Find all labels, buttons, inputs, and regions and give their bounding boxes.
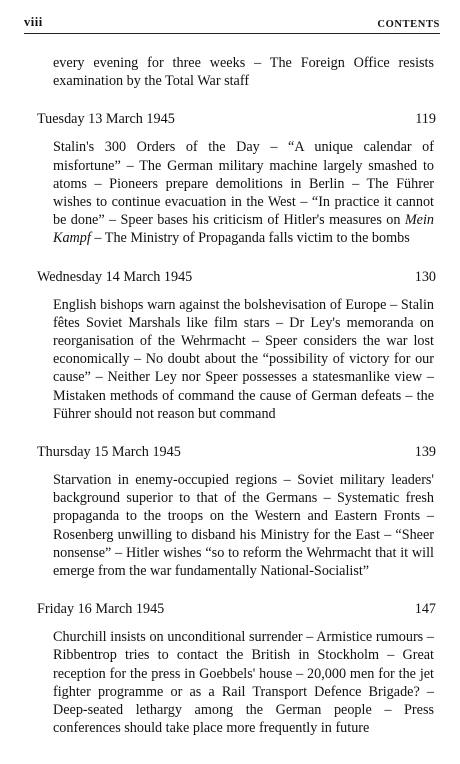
contents-entry — [0, 443, 460, 580]
entry-summary — [53, 138, 434, 247]
entry-summary: Churchill insists on unconditional surrender – Armistice rumours – Ribbentrop tries to contact the British in Stockholm – Great reception for the press in Goebbels' house – 20,000 men for the jet fighter programme or as a Rail Transport Defence Brigade? – Deep-seated lethargy among the German people – Press conferences should take place more frequently in future — [53, 629, 434, 737]
contents-entry — [0, 600, 460, 737]
contents-entry — [0, 110, 460, 247]
contents-entry — [0, 268, 460, 423]
entry-page-number: 130 — [414, 268, 436, 285]
entry-heading — [37, 443, 436, 461]
entry-page-number: 147 — [414, 601, 436, 618]
continued-summary: every evening for three weeks – The Foreign Office resists examination by the Total War staff — [53, 55, 434, 90]
entry-summary: English bishops warn against the bolshevisation of Europe – Stalin fêtes Soviet Marshals like film stars – Dr Ley's memoranda on reorganisation of the Wehrmacht – Speer considers the war lost economically – No doubt about the “possibility of victory for our cause” – Neither Ley nor Speer possesses a statesmanlike view – Mistaken methods of command the cause of German defeats – the Führer should not reason but command — [53, 296, 434, 422]
running-header — [24, 8, 440, 34]
entry-summary: Starvation in enemy-occupied regions – Soviet military leaders' background superior to that of the Germans – Systematic fresh propaganda to the troops on the Western and Eastern Fronts – Rosenberg unwilling to disband his Ministry for the East – “Sheer nonsense” – Hitler wishes “so to reform the Wehrmacht that it will emerge from the war fundamentally National-Socialist” — [53, 472, 434, 580]
entry-page-number: 139 — [414, 444, 436, 461]
entry-date: Friday 16 March 1945 — [37, 601, 165, 618]
page-number: viii — [24, 15, 43, 29]
entry-date: Thursday 15 March 1945 — [37, 444, 181, 461]
running-title: CONTENTS — [377, 19, 440, 30]
entry-date: Wednesday 14 March 1945 — [37, 268, 193, 285]
entry-summary-part: Stalin's 300 Orders of the Day – “A unique calendar of misfortune” – The German military machine largely smashed to atoms – Pioneers prepare demolitions in Berlin – The Führer wishes to continue evacuation in the West – “In practice it cannot be done” – Speer bases his criticism of Hitler's measures on — [53, 139, 434, 229]
entry-heading — [37, 268, 436, 286]
entry-heading — [37, 110, 436, 128]
entry-summary-part: – The Ministry of Propaganda falls victim to the bombs — [90, 230, 410, 247]
entry-page-number: 119 — [415, 111, 436, 128]
contents-list — [0, 44, 460, 737]
entry-date: Tuesday 13 March 1945 — [37, 111, 175, 128]
book-title-italic: Mein Kampf — [53, 212, 434, 247]
entry-heading — [37, 600, 436, 618]
